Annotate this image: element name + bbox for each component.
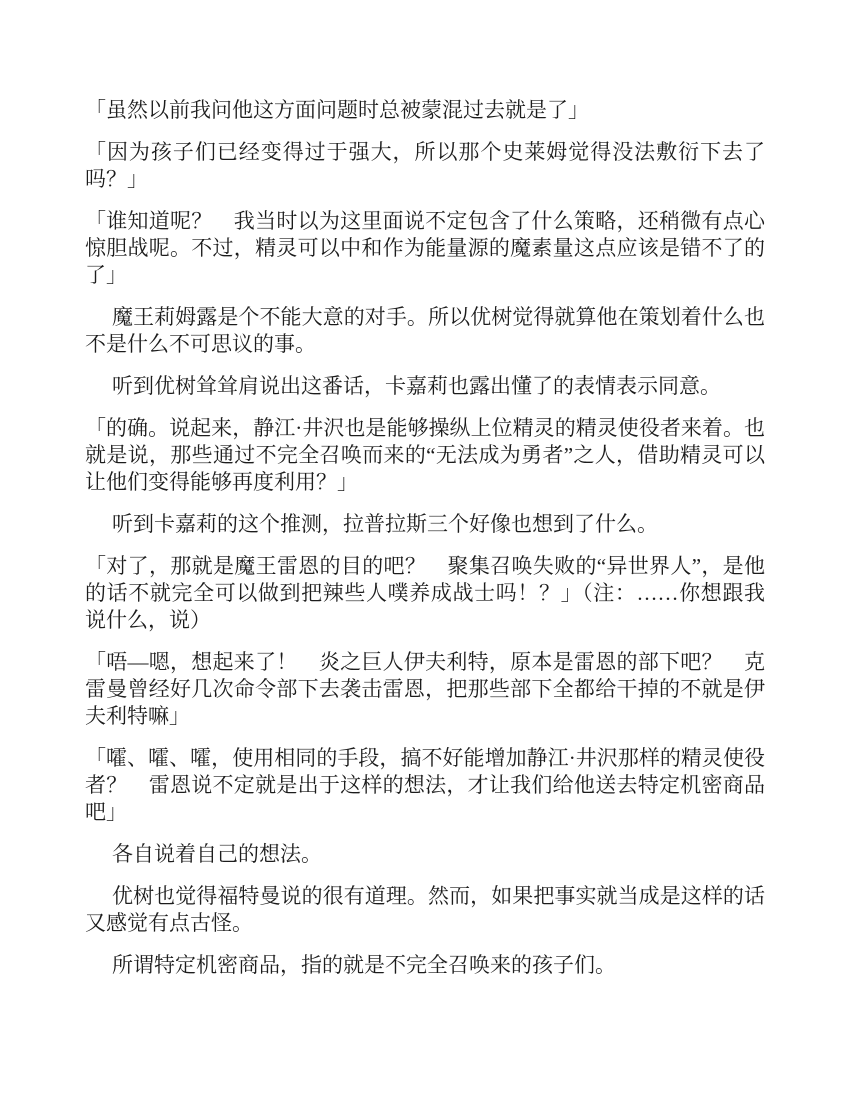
paragraph-narration: 各自说着自己的想法。 [112,842,322,866]
paragraph-narration: 听到卡嘉莉的这个推测，拉普拉斯三个好像也想到了什么。 [112,512,658,536]
paragraph-narration: 听到优树耸耸肩说出这番话，卡嘉莉也露出懂了的表情表示同意。 [112,374,721,398]
paragraph-dialogue: 「因为孩子们已经变得过于强大，所以那个史莱姆觉得没法敷衍下去了吗？」 [85,140,765,191]
paragraph-narration: 所谓特定机密商品，指的就是不完全召唤来的孩子们。 [112,953,616,977]
paragraph-dialogue: 「嚯、嚯、嚯，使用相同的手段，搞不好能增加静江·井沢那样的精灵使役者？ 雷恩说不定就是出于这样的想法，才让我们给他送去特定机密商品吧」 [85,746,765,824]
paragraph-dialogue: 「虽然以前我问他这方面问题时总被蒙混过去就是了」 [85,98,589,122]
paragraph-dialogue: 「的确。说起来，静江·井沢也是能够操纵上位精灵的精灵使役者来着。也就是说，那些通过不完全召唤而来的“无法成为勇者”之人，借助精灵可以让他们变得能够再度利用？」 [85,416,765,494]
paragraph-dialogue: 「唔—嗯，想起来了！ 炎之巨人伊夫利特，原本是雷恩的部下吧？ 克雷曼曾经好几次命令部下去袭击雷恩，把那些部下全都给干掉的不就是伊夫利特嘛」 [85,650,765,728]
paragraph-narration: 优树也觉得福特曼说的很有道理。然而，如果把事实就当成是这样的话又感觉有点古怪。 [85,884,765,935]
novel-text-column [85,97,765,979]
paragraph-narration: 魔王莉姆露是个不能大意的对手。所以优树觉得就算他在策划着什么也不是什么不可思议的事。 [85,305,765,356]
paragraph-dialogue: 「谁知道呢？ 我当时以为这里面说不定包含了什么策略，还稍微有点心惊胆战呢。不过，精灵可以中和作为能量源的魔素量这点应该是错不了的了」 [85,209,765,287]
paragraph-dialogue: 「对了，那就是魔王雷恩的目的吧？ 聚集召唤失败的“异世界人”，是他的话不就完全可以做到把辣些人噗养成战士吗！？」（注：……你想跟我说什么，说） [85,554,765,632]
